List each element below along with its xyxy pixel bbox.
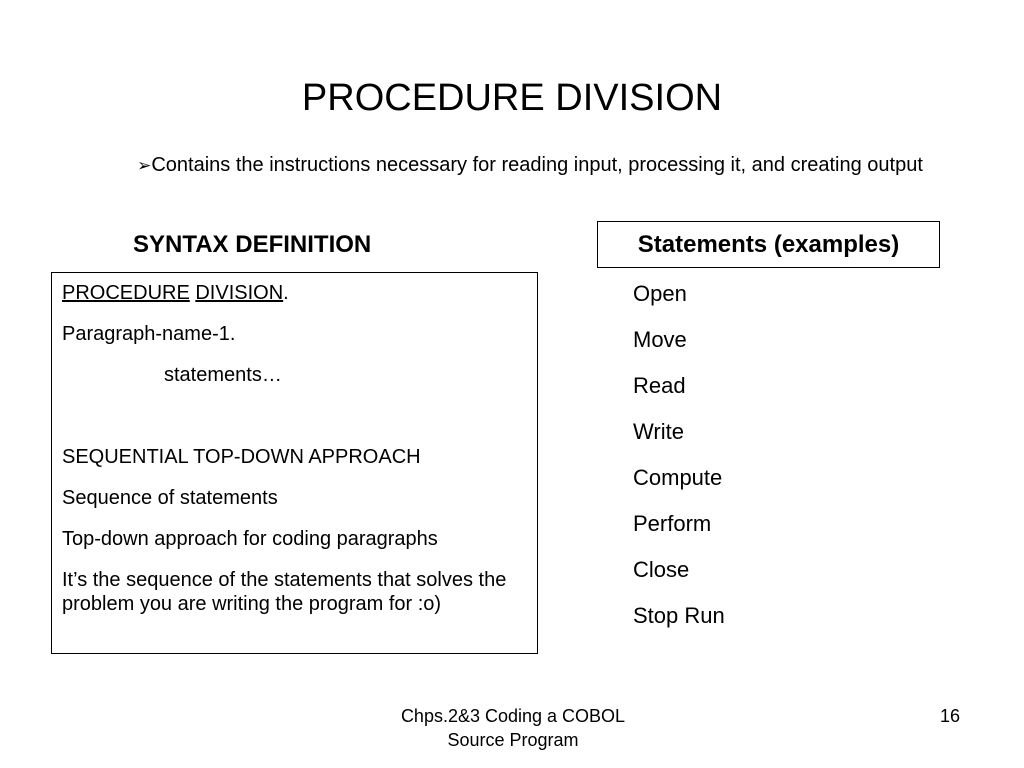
sequence-line: Sequence of statements [62,487,278,509]
list-item: Read [633,373,686,398]
statements-list [633,280,725,648]
list-item: Perform [633,511,712,536]
list-item: Write [633,419,684,444]
list-item: Move [633,327,687,352]
division-keyword: DIVISION [195,282,284,304]
statements-heading-box: Statements (examples) [597,221,940,268]
paragraph-name-line: Paragraph-name-1. [62,323,236,345]
syntax-definition-box [51,272,538,654]
list-item: Open [633,281,687,306]
list-item: Close [633,557,690,582]
syntax-spacer [62,404,527,445]
page-number: 16 [939,706,960,726]
statements-line: statements… [164,364,282,386]
arrow-bullet-icon: ➢ [137,156,152,176]
list-item: Stop Run [633,603,725,628]
list-item: Compute [633,465,723,490]
footer-line-1: Chps.2&3 Coding a COBOL [400,706,626,726]
syntax-header-line [62,281,527,305]
syntax-heading: SYNTAX DEFINITION [133,231,372,258]
procedure-keyword: PROCEDURE [62,282,190,304]
syntax-period: . [283,282,289,304]
intro-bullet [115,152,945,180]
approach-line: SEQUENTIAL TOP-DOWN APPROACH [62,446,421,468]
slide-title: PROCEDURE DIVISION [301,77,723,119]
explanation-line: It’s the sequence of the statements that solves the problem you are writing the program for :o) [62,569,507,615]
footer-text [363,704,663,752]
footer-line-2: Source Program [447,730,579,750]
intro-text: Contains the instructions necessary for reading input, processing it, and creating output [151,154,923,176]
topdown-line: Top-down approach for coding paragraphs [62,528,438,550]
